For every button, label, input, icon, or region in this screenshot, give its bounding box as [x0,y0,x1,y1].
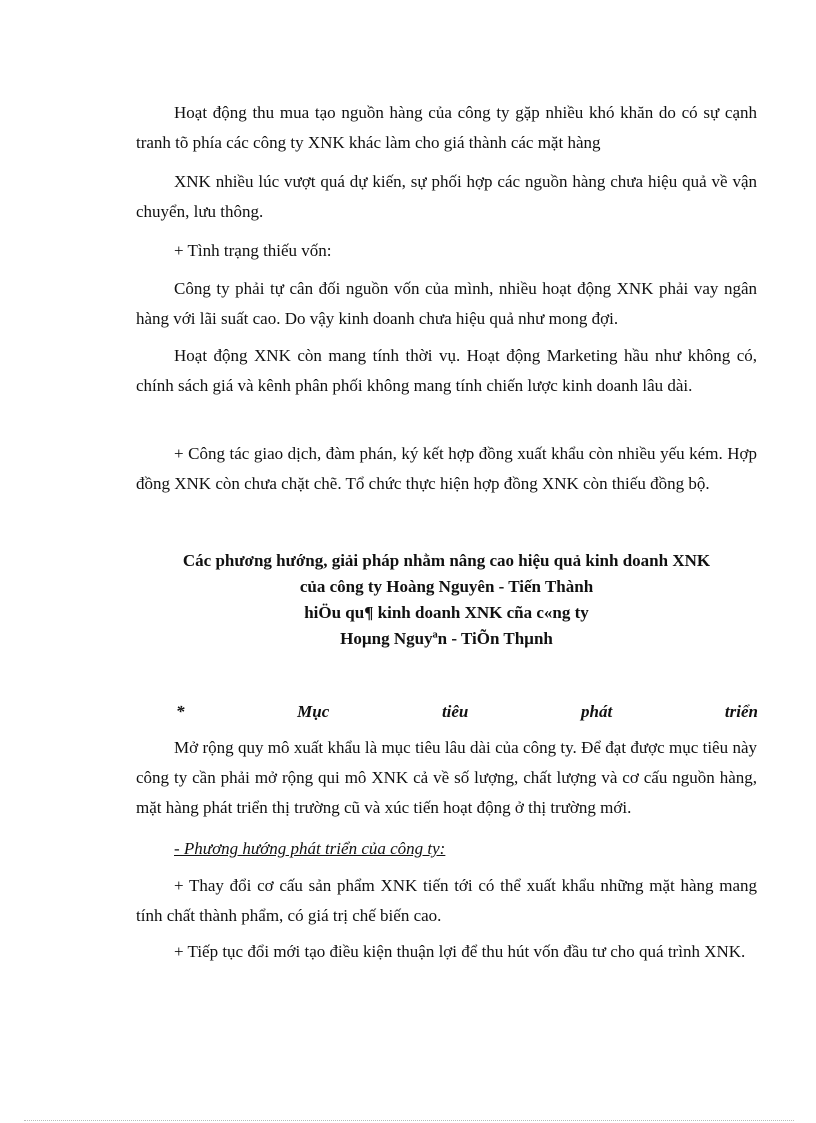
paragraph-capital-shortage: + Tình trạng thiếu vốn: [174,241,332,260]
paragraph-sourcing: Hoạt động thu mua tạo nguồn hàng của công ty gặp nhiều khó khăn do có sự cạnh tranh tõ phía các công ty XNK khác làm cho giá thành các mặt hàng [136,103,757,152]
subheading-directions-text: - Phương hướng phát triển của công ty: [174,839,446,858]
section-heading-line2: của công ty Hoàng Nguyên - Tiến Thành [299,577,594,596]
goal-word-4: triển [724,702,758,721]
goal-word-1: Mục [297,702,330,721]
goal-word-2: tiêu [441,702,469,721]
paragraph-investment: + Tiếp tục đổi mới tạo điều kiện thuận lợi để thu hút vốn đầu tư cho quá trình XNK. [174,942,746,961]
goal-star: * [176,702,185,721]
page-bottom-divider [24,1120,794,1121]
goal-word-3: phát [581,702,613,721]
section-heading-line4: Hoµng Nguyªn - TiÕn Thµnh [340,629,553,648]
paragraph-capital-balance: Công ty phải tự cân đối nguồn vốn của mình, nhiều hoạt động XNK phải vay ngân hàng với lãi suất cao. Do vậy kinh doanh chưa hiệu quả như mong đợi. [136,279,757,328]
paragraph-xnk-costs: XNK nhiều lúc vượt quá dự kiến, sự phối hợp các nguồn hàng chưa hiệu quả về vận chuyển, lưu thông. [136,172,757,221]
subheading-directions [136,834,757,864]
paragraph-negotiation: + Công tác giao dịch, đàm phán, ký kết hợp đồng xuất khẩu còn nhiều yếu kém. Hợp đồng XNK còn chưa chặt chẽ. Tổ chức thực hiện hợp đồng XNK còn thiếu đồng bộ. [136,444,757,493]
paragraph-product-structure: + Thay đổi cơ cấu sản phẩm XNK tiến tới có thể xuất khẩu những mặt hàng mang tính chất thành phẩm, có giá trị chế biến cao. [136,876,757,925]
paragraph-expansion: Mở rộng quy mô xuất khẩu là mục tiêu lâu dài của công ty. Để đạt được mục tiêu này công ty cần phải mở rộng qui mô XNK cả về số lượng, chất lượng và cơ cấu nguồn hàng, mặt hàng phát triển thị trường cũ và xúc tiến hoạt động ở thị trường mới. [136,738,757,817]
goal-heading [176,699,758,725]
section-heading-line1: Các phương hướng, giải pháp nhằm nâng cao hiệu quả kinh doanh XNK [182,551,711,570]
section-heading-line3: hiÖu qu¶ kinh doanh XNK cña c«ng ty [304,603,589,622]
paragraph-seasonal: Hoạt động XNK còn mang tính thời vụ. Hoạt động Marketing hầu như không có, chính sách giá và kênh phân phối không mang tính chiến lược kinh doanh lâu dài. [136,346,757,395]
